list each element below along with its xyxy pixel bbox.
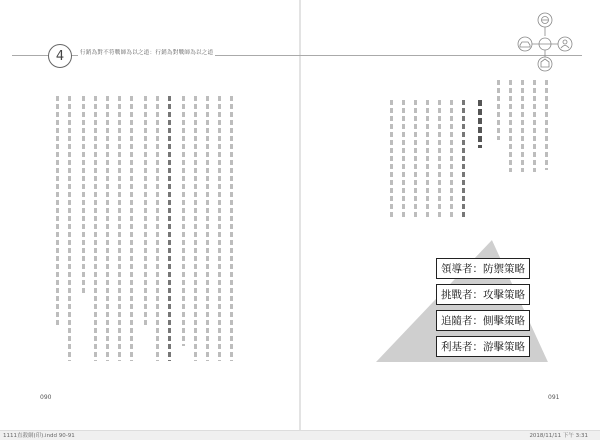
left-page bbox=[0, 0, 299, 430]
page-number-right: 091 bbox=[548, 394, 560, 401]
tier-challenger: 挑戰者：攻擊策略 bbox=[436, 284, 530, 305]
decorative-icon-cluster bbox=[505, 10, 585, 72]
network-icons bbox=[505, 10, 585, 72]
chapter-number-badge bbox=[48, 44, 72, 68]
tier-nicher: 利基者：游擊策略 bbox=[436, 336, 530, 357]
page-number-left: 090 bbox=[40, 394, 52, 401]
running-title: 行銷為對不符戰師為以之道：行銷為對戰師為以之道 bbox=[80, 50, 214, 56]
tier-follower: 追隨者：側擊策略 bbox=[436, 310, 530, 331]
tier-leader: 領導者：防禦策略 bbox=[436, 258, 530, 279]
print-slug-timestamp: 2018/11/11 下午 3:31 bbox=[529, 433, 588, 439]
print-slug-filename: 1111直殺網(印).indd 90-91 bbox=[3, 433, 75, 439]
chapter-number: 4 bbox=[55, 48, 65, 64]
